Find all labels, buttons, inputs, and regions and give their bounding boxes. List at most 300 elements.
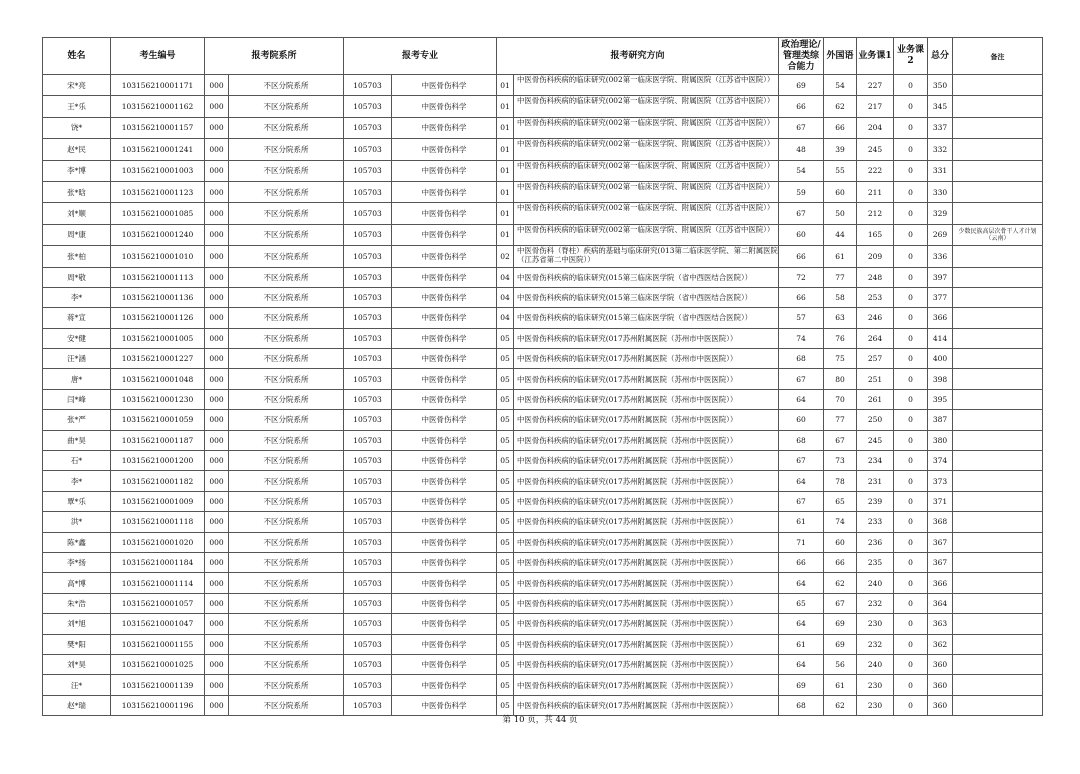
cell-direction-code: 05 xyxy=(497,512,514,532)
cell-total: 414 xyxy=(928,328,953,348)
cell-major-code: 105703 xyxy=(344,287,392,307)
cell-exam-id: 103156210001187 xyxy=(111,430,205,450)
cell-dept-name: 不区分院系所 xyxy=(229,552,344,572)
cell-dept-name: 不区分院系所 xyxy=(229,491,344,511)
cell-course-1: 165 xyxy=(857,224,894,245)
cell-direction-code: 04 xyxy=(497,287,514,307)
cell-exam-id: 103156210001048 xyxy=(111,369,205,389)
cell-politics: 59 xyxy=(779,181,824,202)
cell-direction: 中医骨伤科疾病的临床研究(017苏州附属医院（苏州市中医医院）） xyxy=(514,552,779,572)
cell-total: 367 xyxy=(928,532,953,552)
cell-total: 337 xyxy=(928,117,953,138)
cell-exam-id: 103156210001025 xyxy=(111,654,205,674)
cell-dept-code: 000 xyxy=(205,287,229,307)
cell-total: 364 xyxy=(928,593,953,613)
cell-dept-name: 不区分院系所 xyxy=(229,451,344,471)
cell-major-name: 中医骨伤科学 xyxy=(392,593,497,613)
cell-total: 269 xyxy=(928,224,953,245)
cell-foreign-language: 60 xyxy=(824,181,857,202)
cell-major-name: 中医骨伤科学 xyxy=(392,308,497,328)
cell-dept-code: 000 xyxy=(205,139,229,160)
cell-dept-code: 000 xyxy=(205,471,229,491)
table-row xyxy=(43,614,1043,634)
cell-dept-code: 000 xyxy=(205,267,229,287)
cell-course-2: 0 xyxy=(894,267,928,287)
cell-direction: 中医骨伤科疾病的临床研究(017苏州附属医院（苏州市中医医院）） xyxy=(514,675,779,695)
cell-exam-id: 103156210001196 xyxy=(111,695,205,715)
cell-major-code: 105703 xyxy=(344,675,392,695)
cell-direction-code: 05 xyxy=(497,349,514,369)
cell-total: 345 xyxy=(928,96,953,117)
cell-major-name: 中医骨伤科学 xyxy=(392,512,497,532)
cell-foreign-language: 70 xyxy=(824,389,857,409)
cell-direction: 中医骨伤科疾病的临床研究(017苏州附属医院（苏州市中医医院）） xyxy=(514,593,779,613)
cell-foreign-language: 77 xyxy=(824,410,857,430)
cell-direction-code: 01 xyxy=(497,160,514,181)
cell-remarks xyxy=(953,389,1043,409)
cell-dept-name: 不区分院系所 xyxy=(229,267,344,287)
cell-direction: 中医骨伤科疾病的临床研究(002第一临床医学院、附属医院（江苏省中医院）） xyxy=(514,96,779,117)
cell-foreign-language: 74 xyxy=(824,512,857,532)
cell-course-2: 0 xyxy=(894,573,928,593)
cell-course-1: 251 xyxy=(857,369,894,389)
cell-direction: 中医骨伤科疾病的临床研究(017苏州附属医院（苏州市中医医院）） xyxy=(514,451,779,471)
cell-major-code: 105703 xyxy=(344,96,392,117)
cell-course-2: 0 xyxy=(894,160,928,181)
cell-course-1: 222 xyxy=(857,160,894,181)
cell-remarks xyxy=(953,308,1043,328)
cell-direction-code: 05 xyxy=(497,532,514,552)
cell-remarks xyxy=(953,532,1043,552)
cell-dept-code: 000 xyxy=(205,349,229,369)
cell-major-code: 105703 xyxy=(344,614,392,634)
cell-politics: 68 xyxy=(779,695,824,715)
cell-course-2: 0 xyxy=(894,75,928,96)
cell-course-2: 0 xyxy=(894,512,928,532)
cell-dept-name: 不区分院系所 xyxy=(229,139,344,160)
cell-exam-id: 103156210001113 xyxy=(111,267,205,287)
cell-dept-code: 000 xyxy=(205,614,229,634)
cell-foreign-language: 69 xyxy=(824,614,857,634)
cell-total: 336 xyxy=(928,246,953,267)
cell-name: 张*晗 xyxy=(43,181,111,202)
cell-total: 387 xyxy=(928,410,953,430)
cell-politics: 66 xyxy=(779,552,824,572)
cell-major-code: 105703 xyxy=(344,552,392,572)
table-row xyxy=(43,181,1043,202)
cell-major-name: 中医骨伤科学 xyxy=(392,634,497,654)
cell-politics: 67 xyxy=(779,491,824,511)
cell-politics: 64 xyxy=(779,654,824,674)
cell-course-2: 0 xyxy=(894,369,928,389)
cell-course-2: 0 xyxy=(894,246,928,267)
cell-major-code: 105703 xyxy=(344,117,392,138)
cell-major-name: 中医骨伤科学 xyxy=(392,471,497,491)
cell-direction: 中医骨伤科疾病的临床研究(002第一临床医学院、附属医院（江苏省中医院）） xyxy=(514,181,779,202)
cell-politics: 67 xyxy=(779,451,824,471)
table-row xyxy=(43,224,1043,245)
cell-major-code: 105703 xyxy=(344,512,392,532)
cell-major-name: 中医骨伤科学 xyxy=(392,75,497,96)
cell-name: 汪*涵 xyxy=(43,349,111,369)
cell-dept-name: 不区分院系所 xyxy=(229,471,344,491)
cell-politics: 68 xyxy=(779,349,824,369)
cell-politics: 65 xyxy=(779,593,824,613)
cell-exam-id: 103156210001162 xyxy=(111,96,205,117)
cell-dept-name: 不区分院系所 xyxy=(229,160,344,181)
cell-foreign-language: 76 xyxy=(824,328,857,348)
cell-politics: 54 xyxy=(779,160,824,181)
cell-remarks xyxy=(953,491,1043,511)
table-row xyxy=(43,451,1043,471)
cell-name: 安*健 xyxy=(43,328,111,348)
cell-course-1: 233 xyxy=(857,512,894,532)
cell-dept-code: 000 xyxy=(205,634,229,654)
cell-name: 张*严 xyxy=(43,410,111,430)
cell-direction-code: 01 xyxy=(497,139,514,160)
cell-dept-code: 000 xyxy=(205,203,229,224)
cell-dept-name: 不区分院系所 xyxy=(229,203,344,224)
cell-major-code: 105703 xyxy=(344,308,392,328)
cell-exam-id: 103156210001009 xyxy=(111,491,205,511)
cell-dept-code: 000 xyxy=(205,160,229,181)
cell-dept-code: 000 xyxy=(205,675,229,695)
cell-course-2: 0 xyxy=(894,654,928,674)
cell-politics: 48 xyxy=(779,139,824,160)
cell-direction-code: 05 xyxy=(497,491,514,511)
cell-exam-id: 103156210001157 xyxy=(111,117,205,138)
cell-name: 闫*峰 xyxy=(43,389,111,409)
header-research-direction: 报考研究方向 xyxy=(497,38,779,75)
cell-major-code: 105703 xyxy=(344,573,392,593)
cell-remarks xyxy=(953,512,1043,532)
cell-direction: 中医骨伤科疾病的临床研究(002第一临床医学院、附属医院（江苏省中医院）） xyxy=(514,224,779,245)
cell-name: 陈*鑫 xyxy=(43,532,111,552)
table-row xyxy=(43,267,1043,287)
cell-direction-code: 05 xyxy=(497,389,514,409)
cell-direction: 中医骨伤科疾病的临床研究(017苏州附属医院（苏州市中医医院）） xyxy=(514,369,779,389)
cell-name: 李* xyxy=(43,287,111,307)
table-row xyxy=(43,96,1043,117)
cell-major-name: 中医骨伤科学 xyxy=(392,349,497,369)
cell-remarks xyxy=(953,634,1043,654)
cell-dept-code: 000 xyxy=(205,491,229,511)
cell-course-1: 211 xyxy=(857,181,894,202)
cell-foreign-language: 50 xyxy=(824,203,857,224)
cell-politics: 61 xyxy=(779,634,824,654)
cell-dept-name: 不区分院系所 xyxy=(229,117,344,138)
cell-exam-id: 103156210001010 xyxy=(111,246,205,267)
cell-direction-code: 01 xyxy=(497,224,514,245)
cell-politics: 74 xyxy=(779,328,824,348)
cell-remarks xyxy=(953,203,1043,224)
cell-name: 蒋*宣 xyxy=(43,308,111,328)
cell-dept-name: 不区分院系所 xyxy=(229,369,344,389)
cell-remarks xyxy=(953,349,1043,369)
cell-dept-name: 不区分院系所 xyxy=(229,654,344,674)
cell-total: 363 xyxy=(928,614,953,634)
cell-remarks xyxy=(953,675,1043,695)
header-row xyxy=(43,38,1043,75)
cell-course-2: 0 xyxy=(894,634,928,654)
cell-exam-id: 103156210001114 xyxy=(111,573,205,593)
cell-exam-id: 103156210001241 xyxy=(111,139,205,160)
cell-direction: 中医骨伤科疾病的临床研究(015第三临床医学院（省中西医结合医院）） xyxy=(514,287,779,307)
cell-name: 汪* xyxy=(43,675,111,695)
cell-remarks xyxy=(953,471,1043,491)
table-row xyxy=(43,634,1043,654)
cell-course-2: 0 xyxy=(894,614,928,634)
table-row xyxy=(43,573,1043,593)
cell-direction: 中医骨伤科疾病的临床研究(002第一临床医学院、附属医院（江苏省中医院）） xyxy=(514,160,779,181)
cell-foreign-language: 69 xyxy=(824,634,857,654)
cell-course-1: 231 xyxy=(857,471,894,491)
cell-total: 360 xyxy=(928,695,953,715)
cell-direction: 中医骨伤科疾病的临床研究(017苏州附属医院（苏州市中医医院）） xyxy=(514,573,779,593)
cell-direction: 中医骨伤科疾病的临床研究(017苏州附属医院（苏州市中医医院）） xyxy=(514,491,779,511)
cell-major-name: 中医骨伤科学 xyxy=(392,328,497,348)
cell-major-code: 105703 xyxy=(344,349,392,369)
cell-total: 368 xyxy=(928,512,953,532)
cell-remarks xyxy=(953,139,1043,160)
cell-course-2: 0 xyxy=(894,224,928,245)
cell-exam-id: 103156210001085 xyxy=(111,203,205,224)
cell-course-1: 236 xyxy=(857,532,894,552)
cell-name: 覃*乐 xyxy=(43,491,111,511)
table-row xyxy=(43,471,1043,491)
cell-course-2: 0 xyxy=(894,593,928,613)
cell-foreign-language: 62 xyxy=(824,695,857,715)
cell-major-name: 中医骨伤科学 xyxy=(392,430,497,450)
cell-name: 朱*浩 xyxy=(43,593,111,613)
cell-major-code: 105703 xyxy=(344,695,392,715)
cell-total: 371 xyxy=(928,491,953,511)
header-name: 姓名 xyxy=(43,38,111,75)
cell-major-code: 105703 xyxy=(344,160,392,181)
cell-dept-code: 000 xyxy=(205,96,229,117)
cell-foreign-language: 73 xyxy=(824,451,857,471)
cell-dept-name: 不区分院系所 xyxy=(229,634,344,654)
cell-foreign-language: 77 xyxy=(824,267,857,287)
cell-course-1: 245 xyxy=(857,430,894,450)
cell-dept-name: 不区分院系所 xyxy=(229,349,344,369)
cell-remarks xyxy=(953,96,1043,117)
cell-major-name: 中医骨伤科学 xyxy=(392,287,497,307)
cell-politics: 68 xyxy=(779,430,824,450)
cell-total: 360 xyxy=(928,654,953,674)
header-remarks: 备注 xyxy=(953,38,1043,75)
cell-dept-code: 000 xyxy=(205,593,229,613)
cell-name: 樊*阳 xyxy=(43,634,111,654)
cell-dept-name: 不区分院系所 xyxy=(229,695,344,715)
cell-exam-id: 103156210001003 xyxy=(111,160,205,181)
cell-dept-code: 000 xyxy=(205,308,229,328)
cell-name: 周*敬 xyxy=(43,267,111,287)
cell-major-name: 中医骨伤科学 xyxy=(392,139,497,160)
cell-major-name: 中医骨伤科学 xyxy=(392,654,497,674)
cell-course-1: 230 xyxy=(857,695,894,715)
cell-dept-code: 000 xyxy=(205,389,229,409)
cell-major-name: 中医骨伤科学 xyxy=(392,267,497,287)
cell-foreign-language: 80 xyxy=(824,369,857,389)
cell-foreign-language: 55 xyxy=(824,160,857,181)
table-row xyxy=(43,328,1043,348)
header-course-2: 业务课2 xyxy=(894,38,928,75)
cell-name: 张*柏 xyxy=(43,246,111,267)
cell-dept-code: 000 xyxy=(205,181,229,202)
cell-remarks xyxy=(953,287,1043,307)
cell-course-2: 0 xyxy=(894,96,928,117)
cell-major-name: 中医骨伤科学 xyxy=(392,451,497,471)
cell-major-code: 105703 xyxy=(344,593,392,613)
cell-course-2: 0 xyxy=(894,349,928,369)
cell-major-code: 105703 xyxy=(344,451,392,471)
cell-major-name: 中医骨伤科学 xyxy=(392,224,497,245)
cell-exam-id: 103156210001240 xyxy=(111,224,205,245)
cell-exam-id: 103156210001136 xyxy=(111,287,205,307)
cell-direction-code: 04 xyxy=(497,267,514,287)
cell-exam-id: 103156210001123 xyxy=(111,181,205,202)
table-row xyxy=(43,389,1043,409)
cell-politics: 69 xyxy=(779,675,824,695)
cell-dept-name: 不区分院系所 xyxy=(229,512,344,532)
cell-politics: 60 xyxy=(779,224,824,245)
cell-total: 350 xyxy=(928,75,953,96)
score-table-sheet xyxy=(42,37,1042,716)
header-foreign-language: 外国语 xyxy=(824,38,857,75)
cell-major-name: 中医骨伤科学 xyxy=(392,573,497,593)
cell-course-2: 0 xyxy=(894,203,928,224)
cell-exam-id: 103156210001118 xyxy=(111,512,205,532)
cell-total: 366 xyxy=(928,308,953,328)
cell-major-code: 105703 xyxy=(344,267,392,287)
cell-major-code: 105703 xyxy=(344,75,392,96)
cell-total: 377 xyxy=(928,287,953,307)
cell-exam-id: 103156210001020 xyxy=(111,532,205,552)
cell-exam-id: 103156210001230 xyxy=(111,389,205,409)
cell-dept-code: 000 xyxy=(205,451,229,471)
cell-direction: 中医骨伤科疾病的临床研究(017苏州附属医院（苏州市中医医院）） xyxy=(514,328,779,348)
cell-course-1: 212 xyxy=(857,203,894,224)
cell-course-1: 227 xyxy=(857,75,894,96)
cell-major-code: 105703 xyxy=(344,139,392,160)
cell-dept-name: 不区分院系所 xyxy=(229,430,344,450)
cell-course-1: 230 xyxy=(857,614,894,634)
cell-dept-code: 000 xyxy=(205,246,229,267)
cell-exam-id: 103156210001184 xyxy=(111,552,205,572)
cell-dept-name: 不区分院系所 xyxy=(229,96,344,117)
table-row xyxy=(43,430,1043,450)
cell-name: 高*博 xyxy=(43,573,111,593)
cell-course-2: 0 xyxy=(894,328,928,348)
cell-name: 李*博 xyxy=(43,160,111,181)
cell-direction-code: 05 xyxy=(497,573,514,593)
cell-major-name: 中医骨伤科学 xyxy=(392,96,497,117)
cell-foreign-language: 67 xyxy=(824,593,857,613)
cell-dept-name: 不区分院系所 xyxy=(229,410,344,430)
cell-dept-code: 000 xyxy=(205,695,229,715)
cell-remarks xyxy=(953,573,1043,593)
table-row xyxy=(43,369,1043,389)
cell-exam-id: 103156210001126 xyxy=(111,308,205,328)
cell-foreign-language: 78 xyxy=(824,471,857,491)
cell-major-name: 中医骨伤科学 xyxy=(392,369,497,389)
cell-name: 石* xyxy=(43,451,111,471)
cell-course-1: 264 xyxy=(857,328,894,348)
cell-course-1: 257 xyxy=(857,349,894,369)
cell-major-code: 105703 xyxy=(344,634,392,654)
cell-remarks: 少数民族高层次骨干人才计划（云南） xyxy=(953,224,1043,245)
cell-direction-code: 05 xyxy=(497,369,514,389)
cell-major-code: 105703 xyxy=(344,369,392,389)
cell-direction: 中医骨伤科疾病的临床研究(017苏州附属医院（苏州市中医医院）） xyxy=(514,349,779,369)
cell-remarks xyxy=(953,593,1043,613)
cell-dept-name: 不区分院系所 xyxy=(229,224,344,245)
cell-course-2: 0 xyxy=(894,308,928,328)
cell-politics: 61 xyxy=(779,512,824,532)
cell-course-2: 0 xyxy=(894,410,928,430)
cell-course-1: 204 xyxy=(857,117,894,138)
table-row xyxy=(43,675,1043,695)
cell-direction-code: 05 xyxy=(497,634,514,654)
cell-name: 赵*民 xyxy=(43,139,111,160)
cell-direction: 中医骨伤科疾病的临床研究(017苏州附属医院（苏州市中医医院）） xyxy=(514,471,779,491)
cell-foreign-language: 54 xyxy=(824,75,857,96)
cell-major-code: 105703 xyxy=(344,203,392,224)
cell-dept-code: 000 xyxy=(205,75,229,96)
cell-name: 洪* xyxy=(43,512,111,532)
cell-politics: 64 xyxy=(779,614,824,634)
cell-total: 366 xyxy=(928,573,953,593)
cell-major-name: 中医骨伤科学 xyxy=(392,117,497,138)
cell-dept-code: 000 xyxy=(205,117,229,138)
cell-name: 赵*瑞 xyxy=(43,695,111,715)
cell-total: 373 xyxy=(928,471,953,491)
cell-foreign-language: 56 xyxy=(824,654,857,674)
table-row xyxy=(43,552,1043,572)
cell-course-1: 250 xyxy=(857,410,894,430)
table-row xyxy=(43,246,1043,267)
cell-course-2: 0 xyxy=(894,389,928,409)
cell-direction-code: 05 xyxy=(497,410,514,430)
cell-course-2: 0 xyxy=(894,675,928,695)
cell-direction: 中医骨伤科疾病的临床研究(002第一临床医学院、附属医院（江苏省中医院）） xyxy=(514,75,779,96)
cell-exam-id: 103156210001047 xyxy=(111,614,205,634)
cell-exam-id: 103156210001057 xyxy=(111,593,205,613)
table-row xyxy=(43,75,1043,96)
cell-direction-code: 01 xyxy=(497,203,514,224)
cell-direction-code: 01 xyxy=(497,117,514,138)
cell-dept-name: 不区分院系所 xyxy=(229,328,344,348)
cell-direction-code: 05 xyxy=(497,430,514,450)
cell-remarks xyxy=(953,614,1043,634)
cell-major-name: 中医骨伤科学 xyxy=(392,389,497,409)
cell-exam-id: 103156210001059 xyxy=(111,410,205,430)
cell-name: 刘*昊 xyxy=(43,654,111,674)
cell-course-1: 253 xyxy=(857,287,894,307)
cell-major-name: 中医骨伤科学 xyxy=(392,695,497,715)
cell-dept-code: 000 xyxy=(205,410,229,430)
cell-total: 395 xyxy=(928,389,953,409)
cell-course-2: 0 xyxy=(894,430,928,450)
header-major: 报考专业 xyxy=(344,38,497,75)
cell-major-name: 中医骨伤科学 xyxy=(392,181,497,202)
cell-course-1: 245 xyxy=(857,139,894,160)
cell-major-code: 105703 xyxy=(344,532,392,552)
cell-name: 刘*旭 xyxy=(43,614,111,634)
cell-total: 329 xyxy=(928,203,953,224)
cell-direction: 中医骨伤科疾病的临床研究(017苏州附属医院（苏州市中医医院）） xyxy=(514,614,779,634)
